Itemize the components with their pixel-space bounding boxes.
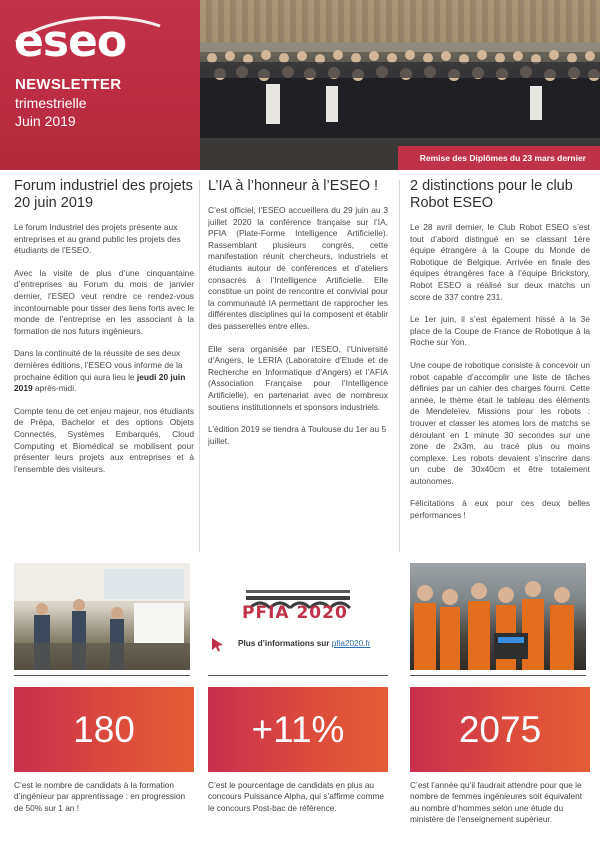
article-paragraph: C’est officiel, l’ESEO accueillera du 29 juin au 3 juillet 2020 la conférence française sur l’IA, PFIA (Plate-Forme Intelligence Artificielle). Rassemblant plusieurs congrès, cette manifestation réunit chercheurs, industriels et étudiants autour de conférences et d’ateliers consacrés à l’Intelligence Artificielle. Elle constitue un point de rencontre et convivial pour la communauté IA permettant de rapprocher les différentes disciplines qui la composent et établir des passerelles entre elles.	[208, 205, 389, 331]
article-paragraph: Félicitations à eux pour ces deux belles performances !	[410, 498, 590, 521]
stat-caption: C’est le nombre de candidats à la formation d’ingénieur par apprentissage : en progression de 50% sur 1 an !	[14, 780, 186, 813]
column-divider	[399, 180, 400, 552]
article-paragraph: Compte tenu de cet enjeu majeur, nos étudiants de Prépa, Bachelor et des options Objets Connectés, Systèmes Embarqués, Cloud Computing et Biomédical se mobilisent pour présenter leurs projets aux entreprises et à l’ensemble des visiteurs.	[14, 405, 194, 474]
more-info-text	[238, 639, 370, 648]
article-title: Forum industriel des projets 20 juin 2019	[14, 178, 193, 211]
section-rule	[14, 675, 190, 676]
column-divider	[199, 180, 200, 552]
stat-tile	[410, 687, 590, 772]
article-title: L’IA à l’honneur à l’ESEO !	[208, 178, 379, 194]
forum-date-highlight: jeudi 20 juin 2019	[14, 371, 186, 394]
article-title: 2 distinctions pour le club Robot ESEO	[410, 178, 573, 211]
stat-caption: C’est l’année qu’il faudrait attendre pour que le nombre de femmes ingénieures soit équivalent au nombre d’hommes selon une étude du ministère de l’enseignement supérieur.	[410, 780, 583, 824]
stat-tile	[14, 687, 194, 772]
stat-value: 180	[73, 709, 135, 750]
pfia-link[interactable]: pfia2020.fr	[331, 639, 371, 648]
article-paragraph	[14, 348, 194, 394]
robot-team-photo	[410, 563, 586, 670]
stat-value: +11%	[251, 709, 345, 750]
article-paragraph: Une coupe de robotique consiste à concevoir un robot capable d’accomplir une liste de tâches définies par un cahier des charges fourni. Cette année, le thème était le tableau des éléments de Mendeleïev. Missions pour les robots : trouver et classer les atomes lors de matchs se déroulant en 1 minute 30 secondes sur une zone de 2x3m, au tracé plus ou moins complexe. Les robots devaient s’inscrire dans un cube de 30x40cm et être totalement autonomes.	[410, 359, 590, 486]
forum-photo	[14, 563, 190, 670]
article-text: Dans la continuité de la réussite de ses deux dernières éditions, l’ESEO vous informe de la prochaine édition qui aura lieu le	[14, 348, 183, 382]
newsletter-date: Juin 2019	[15, 113, 76, 129]
article-paragraph: Le 28 avril dernier, le Club Robot ESEO s’est tout d’abord distingué en se classant 1ère équipe étrangère à la Coupe du Monde de Robotique de Belgique. Arrivée en finale des équipes étrangères face à l’équipe Brickstory, Robot ESEO a réalisé sur deux matchs un score de 337 contre 231.	[410, 222, 590, 302]
more-info-label: Plus d’informations sur	[238, 639, 330, 648]
graduation-crowd-illustration	[200, 0, 600, 170]
photo-caption: Remise des Diplômes du 23 mars dernier	[398, 146, 600, 170]
article-paragraph: Le forum Industriel des projets présente aux entreprises et au grand public les projets des étudiants de l’ESEO.	[14, 222, 181, 256]
graduation-photo	[200, 0, 600, 170]
robot-team-illustration	[410, 563, 586, 670]
article-paragraph: Le 1er juin, il s’est également hissé à la 3e place de la Coupe de France de Robotique à la Roche sur Yon.	[410, 314, 590, 348]
stat-tile	[208, 687, 388, 772]
more-info	[208, 634, 388, 654]
section-rule	[208, 675, 388, 676]
article-paragraph: Avec la visite de plus d’une cinquantaine d’entreprises au Forum du mois de janvier dernier, l’ESEO veut rendre ce rendez-vous incontournable pour tisser des liens forts avec le monde de l’entreprise en les associant à la formation de nos futurs ingénieurs.	[14, 267, 194, 336]
article-robot	[410, 178, 590, 533]
section-rule	[410, 675, 586, 676]
newsletter-header	[0, 0, 600, 170]
article-forum	[14, 178, 194, 486]
stat-value: 2075	[458, 709, 542, 750]
article-text: après-midi.	[34, 383, 77, 394]
newsletter-title: NEWSLETTER	[15, 76, 122, 93]
article-paragraph: Elle sera organisée par l’ESEO, l’Université d’Angers, le LERIA (Laboratoire d’Etude et de Recherche en Informatique d’Angers) et l’AFIA (Association Française pour l’Intelligence Artificielle), en partenariat avec de nombreux soutiens institutionnels et sponsors industriels.	[208, 343, 388, 412]
header-brand-panel	[0, 0, 200, 170]
forum-visitors-illustration	[14, 563, 190, 670]
stat-caption: C’est le pourcentage de candidats en plus au concours Puissance Alpha, qui s’affirme comme le concours Post-bac de référence.	[208, 780, 385, 813]
article-paragraph: L’édition 2019 se tiendra à Toulouse du 1er au 5 juillet.	[208, 424, 387, 446]
pfia-block	[208, 570, 388, 670]
newsletter-subtitle: trimestrielle	[15, 95, 87, 111]
eseo-logo[interactable]: eseo	[14, 16, 127, 67]
article-ia	[208, 178, 388, 458]
pfia-logo-text: PFIA 2020	[242, 603, 348, 623]
pointer-arrow-icon	[210, 637, 225, 652]
